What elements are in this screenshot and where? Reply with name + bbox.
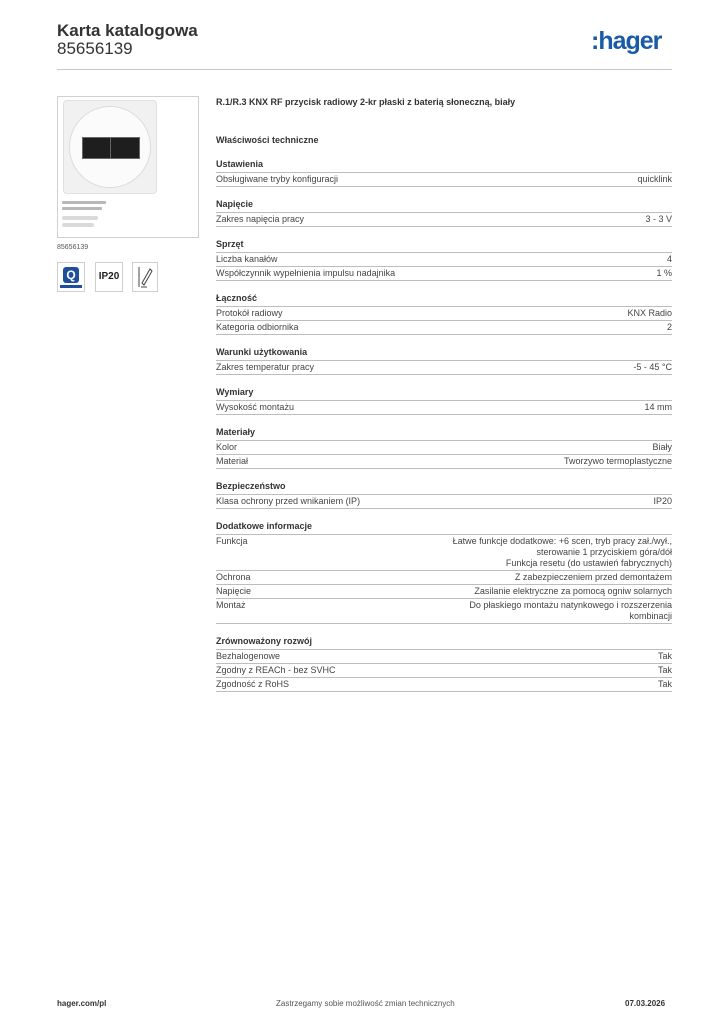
spec-value: IP20 (653, 496, 672, 506)
spec-row (216, 455, 672, 469)
quicklink-wordmark (60, 285, 82, 288)
screw-image (62, 201, 106, 204)
spec-row (216, 213, 672, 227)
spec-value: 3 - 3 V (645, 214, 672, 224)
section-heading: Właściwości techniczne (216, 135, 319, 145)
spec-group-title: Napięcie (216, 198, 672, 213)
footer-date: 07.03.2026 (625, 999, 666, 1008)
spec-value: 2 (666, 322, 672, 332)
spec-panel (216, 91, 672, 692)
spec-row (216, 585, 672, 599)
spec-group (216, 292, 672, 335)
screw-image (62, 207, 102, 210)
spec-value: 14 mm (644, 402, 672, 412)
spec-value: 4 (666, 254, 672, 264)
spec-groups (216, 158, 672, 692)
spec-value: Tak (657, 651, 672, 661)
footer-note: Zastrzegamy sobie możliwość zmian technicznych (276, 999, 455, 1008)
document-title: Karta katalogowa (57, 21, 198, 40)
header-divider (57, 69, 672, 70)
spec-row (216, 535, 672, 571)
spec-value: quicklink (637, 174, 672, 184)
flush-mount-icon (132, 262, 158, 292)
spec-row (216, 678, 672, 692)
spec-value: KNX Radio (627, 308, 672, 318)
spec-value: Z zabezpieczeniem przed demontażem (514, 572, 672, 582)
spec-label: Klasa ochrony przed wnikaniem (IP) (216, 496, 361, 506)
spec-row (216, 571, 672, 585)
rocker-button (69, 106, 151, 188)
cover-plate (63, 100, 157, 194)
spec-value: Łatwe funkcje dodatkowe: +6 scen, tryb pracy zał./wył., sterowanie 1 przyciskiem góra/dół Funkcja resetu (do ustawień fabrycznych) (452, 536, 672, 568)
spec-label: Funkcja (216, 536, 248, 546)
spec-row (216, 321, 672, 335)
spec-label: Obsługiwane tryby konfiguracji (216, 174, 339, 184)
spec-group (216, 198, 672, 227)
spec-group-title: Ustawienia (216, 158, 672, 173)
spec-row (216, 441, 672, 455)
spec-label: Współczynnik wypełnienia impulsu nadajnika (216, 268, 396, 278)
spec-value: -5 - 45 °C (633, 362, 672, 372)
spec-label: Liczba kanałów (216, 254, 278, 264)
logo-text: :hager (591, 27, 662, 55)
spec-row (216, 599, 672, 624)
spec-value: Tak (657, 679, 672, 689)
spec-label: Zgodność z RoHS (216, 679, 290, 689)
spec-label: Zakres temperatur pracy (216, 362, 315, 372)
spec-row (216, 173, 672, 187)
spec-label: Montaż (216, 600, 246, 610)
spec-label: Protokół radiowy (216, 308, 283, 318)
product-code: 85656139 (57, 244, 89, 251)
spec-value: Zasilanie elektryczne za pomocą ogniw solarnych (474, 586, 672, 596)
spec-group (216, 480, 672, 509)
spec-label: Kategoria odbiornika (216, 322, 299, 332)
spec-label: Zakres napięcia pracy (216, 214, 305, 224)
spec-group (216, 238, 672, 281)
spec-group (216, 386, 672, 415)
product-image (57, 96, 199, 238)
spec-value: Tworzywo termoplastyczne (563, 456, 672, 466)
footer-url[interactable]: hager.com/pl (57, 999, 107, 1008)
spec-group-title: Łączność (216, 292, 672, 307)
wall-plug-image (62, 223, 94, 227)
spec-row (216, 401, 672, 415)
spec-group (216, 426, 672, 469)
spec-group-title: Warunki użytkowania (216, 346, 672, 361)
quicklink-icon (57, 262, 85, 292)
ip-rating-badge: IP20 (95, 262, 123, 292)
spec-row (216, 361, 672, 375)
spec-group (216, 520, 672, 624)
spec-group-title: Sprzęt (216, 238, 672, 253)
spec-group (216, 158, 672, 187)
wall-plug-image (62, 216, 98, 220)
document-number: 85656139 (57, 39, 133, 58)
spec-row (216, 495, 672, 509)
spec-label: Kolor (216, 442, 238, 452)
spec-group (216, 635, 672, 692)
spec-group-title: Dodatkowe informacje (216, 520, 672, 535)
spec-row (216, 307, 672, 321)
solar-cell (82, 137, 140, 159)
spec-label: Wysokość montażu (216, 402, 294, 412)
spec-label: Materiał (216, 456, 249, 466)
spec-label: Bezhalogenowe (216, 651, 281, 661)
spec-value: Do płaskiego montażu natynkowego i rozszerzenia kombinacji (469, 600, 672, 621)
spec-value: 1 % (656, 268, 672, 278)
product-name: R.1/R.3 KNX RF przycisk radiowy 2-kr płaski z baterią słoneczną, biały (216, 97, 516, 107)
spec-group-title: Zrównoważony rozwój (216, 635, 672, 650)
spec-group (216, 346, 672, 375)
spec-row (216, 253, 672, 267)
spec-label: Ochrona (216, 572, 251, 582)
spec-value: Tak (657, 665, 672, 675)
spec-row (216, 650, 672, 664)
quicklink-mark: Q (63, 267, 79, 283)
spec-group-title: Wymiary (216, 386, 672, 401)
spec-label: Napięcie (216, 586, 252, 596)
spec-row (216, 267, 672, 281)
spec-group-title: Bezpieczeństwo (216, 480, 672, 495)
spec-label: Zgodny z REACh - bez SVHC (216, 665, 336, 675)
spec-row (216, 664, 672, 678)
hager-logo (591, 27, 661, 55)
spec-value: Biały (652, 442, 672, 452)
spec-group-title: Materiały (216, 426, 672, 441)
